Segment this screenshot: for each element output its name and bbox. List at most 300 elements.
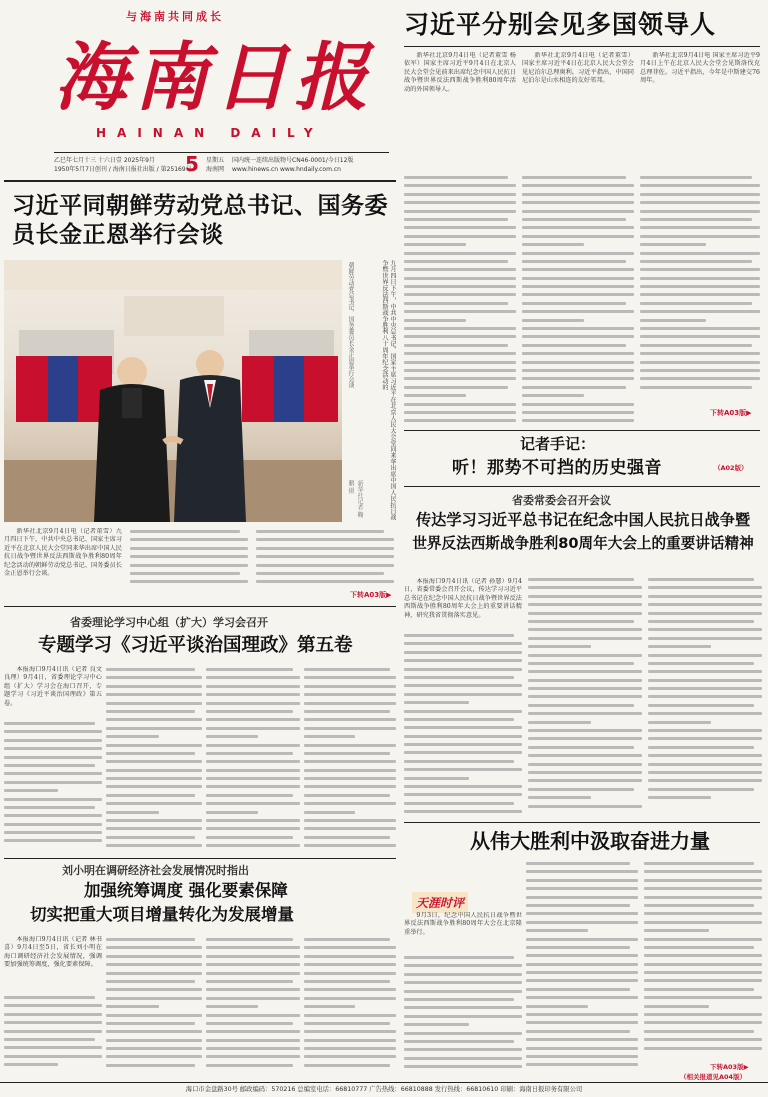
study-kicker: 省委理论学习中心组（扩大）学习会召开 (70, 616, 268, 629)
body-text-line (4, 747, 102, 750)
body-text-line (4, 739, 102, 742)
top-col-b-body (522, 176, 634, 428)
top-col-c (640, 52, 760, 172)
body-text-line (106, 777, 202, 780)
body-text-line (648, 612, 762, 615)
body-text-line (528, 704, 634, 707)
body-text-line (304, 727, 396, 730)
see-a03-editorial[interactable]: 下转A03版▶ (710, 1063, 749, 1071)
body-text-line (648, 654, 762, 657)
body-text-line (404, 252, 516, 255)
body-text-line (648, 737, 762, 740)
lead-col-a (4, 528, 122, 600)
body-text-line (206, 938, 293, 941)
body-text-line (206, 811, 258, 814)
body-text-line (528, 628, 642, 631)
body-text-line (106, 744, 202, 747)
body-text-line (644, 1047, 762, 1050)
body-text-line (528, 729, 642, 732)
edition-info (54, 152, 389, 178)
body-text-line (644, 963, 762, 966)
body-text-line (640, 193, 760, 196)
body-text-line (304, 819, 396, 822)
body-text-line (4, 798, 102, 801)
body-text-line (526, 1063, 638, 1066)
body-text-line (522, 184, 634, 187)
body-text-line (304, 955, 396, 958)
body-text-line (528, 654, 642, 657)
commentary-title: 听！那势不可挡的历史强音 (452, 458, 662, 478)
see-a03-top[interactable]: 下转A03版▶ (710, 409, 752, 417)
body-text-line (304, 1055, 396, 1058)
body-text-line (404, 1032, 522, 1035)
body-text-line (256, 564, 394, 567)
body-text-line (404, 651, 522, 654)
body-text-line (648, 586, 762, 589)
see-a03-lead[interactable]: 下转A03版▶ (350, 591, 392, 599)
study-rule (4, 606, 396, 607)
body-text-line (644, 979, 762, 982)
body-text-line (304, 785, 396, 788)
body-text-line (648, 595, 762, 598)
body-text-line (304, 980, 390, 983)
body-text-line (648, 679, 762, 682)
top-col-b-text: 新华社北京9月4日电（记者董雪）国家主席习近平4日在北京人民大会堂会见尼泊尔总理奥利。习近平指出，中国同尼泊尔是山水相连的友好邻邦。 (522, 52, 634, 85)
body-text-line (304, 997, 396, 1000)
body-text-line (640, 268, 760, 271)
body-text-line (404, 973, 522, 976)
body-text-line (304, 1022, 390, 1025)
body-text-line (648, 771, 762, 774)
body-text-line (644, 946, 754, 949)
body-text-line (522, 377, 634, 380)
body-text-line (304, 1039, 396, 1042)
body-text-line (130, 538, 248, 541)
body-text-line (106, 802, 202, 805)
liu-main-2: 切实把重大项目增量转化为发展增量 (30, 905, 294, 924)
body-text-line (130, 564, 248, 567)
body-text-line (644, 1005, 709, 1008)
commentary-ref: （A02版） (714, 464, 748, 472)
body-text-line (522, 285, 634, 288)
body-text-line (206, 668, 293, 671)
body-text-line (640, 310, 760, 313)
study-col-a-body (4, 722, 102, 856)
liu-rule (4, 858, 396, 859)
body-text-line (640, 361, 760, 364)
body-text-line (522, 369, 634, 372)
top-col-a (404, 52, 516, 172)
body-text-line (106, 1014, 202, 1017)
body-text-line (206, 1064, 293, 1067)
body-text-line (640, 226, 760, 229)
body-text-line (404, 751, 522, 754)
body-text-line (522, 302, 626, 305)
body-text-line (526, 896, 638, 899)
top-right-rule (404, 46, 760, 47)
editorial-col-a (404, 912, 522, 952)
body-text-line (528, 746, 634, 749)
body-text-line (106, 1039, 202, 1042)
body-text-line (4, 1055, 102, 1058)
study-col-c-body (206, 668, 300, 856)
body-text-line (522, 352, 634, 355)
top-col-c-body (640, 176, 760, 402)
headline-lead: 习近平同朝鲜劳动党总书记、国务委员长金正恩举行会谈 (12, 193, 388, 248)
body-text-line (648, 687, 762, 690)
body-text-line (4, 839, 102, 842)
body-text-line (404, 285, 516, 288)
body-text-line (528, 637, 642, 640)
body-text-line (404, 176, 508, 179)
body-text-line (106, 710, 195, 713)
body-text-line (304, 1014, 396, 1017)
body-text-line (4, 814, 102, 817)
body-text-line (404, 743, 522, 746)
body-text-line (106, 988, 202, 991)
body-text-line (206, 980, 293, 983)
committee-col-a-body (404, 634, 522, 820)
editorial-rule (404, 822, 760, 823)
body-text-line (526, 929, 588, 932)
body-text-line (640, 252, 760, 255)
body-text-line (640, 218, 752, 221)
body-text-line (404, 386, 508, 389)
body-text-line (404, 235, 516, 238)
body-text-line (106, 668, 195, 671)
body-text-line (106, 980, 195, 983)
body-text-line (206, 1005, 258, 1008)
body-text-line (404, 718, 514, 721)
body-text-line (304, 685, 396, 688)
body-text-line (106, 760, 202, 763)
top-col-a-text: 新华社北京9月4日电（记者董雪 杨依军）国家主席习近平9月4日在北京人民大会堂会见前来出席纪念中国人民抗日战争暨世界反法西斯战争胜利80周年活动的外国领导人。 (404, 52, 516, 93)
body-text-line (206, 1030, 300, 1033)
body-text-line (206, 752, 293, 755)
body-text-line (644, 988, 754, 991)
body-text-line (404, 1048, 522, 1051)
committee-col-b-body (528, 578, 642, 820)
body-text-line (648, 578, 754, 581)
body-text-line (404, 726, 522, 729)
body-text-line (404, 293, 516, 296)
commentary-label: 记者手记： (520, 435, 596, 453)
body-text-line (256, 572, 384, 575)
body-text-line (4, 772, 102, 775)
vertical-sub1: 九月四日下午，中共中央总书记、国家主席习近平在北京人民大会堂同来华出席中国人民抗日战争暨世界反法西斯战争胜利八十周年纪念活动的 (381, 260, 396, 521)
body-text-line (304, 1005, 355, 1008)
editorial-col-a-text: 9月3日，纪念中国人民抗日战争暨世界反法西斯战争胜利80周年大会在北京隆重举行。 (404, 912, 522, 936)
body-text-line (256, 555, 394, 558)
body-text-line (4, 781, 102, 784)
body-text-line (206, 727, 300, 730)
body-text-line (404, 1023, 469, 1026)
body-text-line (304, 718, 396, 721)
body-text-line (404, 964, 522, 967)
figure-right (174, 350, 246, 522)
body-text-line (4, 1013, 102, 1016)
body-text-line (528, 695, 642, 698)
body-text-line (528, 712, 642, 715)
body-text-line (304, 676, 396, 679)
body-text-line (304, 735, 355, 738)
lead-col-b-body (130, 530, 248, 590)
body-text-line (404, 998, 514, 1001)
body-text-line (404, 419, 516, 422)
body-text-line (644, 1030, 754, 1033)
body-text-line (522, 386, 626, 389)
body-text-line (106, 718, 202, 721)
body-text-line (304, 836, 390, 839)
study-col-b-body (106, 668, 202, 856)
body-text-line (130, 555, 248, 558)
body-text-line (404, 701, 469, 704)
body-text-line (526, 938, 638, 941)
committee-col-a (404, 578, 522, 630)
body-text-line (648, 662, 754, 665)
body-text-line (522, 344, 626, 347)
body-text-line (526, 1055, 638, 1058)
body-text-line (206, 735, 258, 738)
see-a04[interactable]: （相关报道见A04版） (680, 1073, 747, 1081)
body-text-line (304, 668, 390, 671)
body-text-line (648, 645, 711, 648)
body-text-line (206, 997, 300, 1000)
body-text-line (526, 971, 638, 974)
flag-right (242, 356, 338, 422)
body-text-line (526, 1021, 638, 1024)
body-text-line (106, 1055, 202, 1058)
body-text-line (648, 603, 762, 606)
body-text-line (644, 938, 762, 941)
body-text-line (404, 327, 516, 330)
body-text-line (648, 729, 762, 732)
body-text-line (526, 954, 638, 957)
body-text-line (404, 335, 516, 338)
body-text-line (404, 693, 522, 696)
body-text-line (404, 981, 522, 984)
body-text-line (304, 710, 390, 713)
body-text-line (522, 419, 634, 422)
body-text-line (304, 702, 396, 705)
body-text-line (206, 972, 300, 975)
liu-main-1: 加强统筹调度 强化要素保障 (84, 881, 288, 900)
body-text-line (4, 831, 102, 834)
body-text-line (304, 938, 390, 941)
body-text-line (404, 344, 508, 347)
body-text-line (256, 530, 384, 533)
body-text-line (522, 411, 634, 414)
body-text-line (644, 912, 762, 915)
masthead (54, 8, 389, 166)
body-text-line (206, 819, 300, 822)
body-text-line (648, 746, 754, 749)
liu-col-d-body (304, 938, 396, 1076)
body-text-line (206, 777, 300, 780)
body-text-line (404, 201, 516, 204)
body-text-line (528, 679, 642, 682)
body-text-line (528, 662, 634, 665)
body-text-line (206, 785, 300, 788)
body-text-line (640, 344, 752, 347)
body-text-line (528, 687, 642, 690)
body-text-line (404, 310, 516, 313)
pub-code: 国内统一连续出版物号CN46-0001/今日12版 (232, 157, 354, 164)
body-text-line (106, 827, 202, 830)
body-text-line (404, 810, 522, 813)
body-text-line (404, 218, 508, 221)
body-text-line (528, 586, 642, 589)
body-text-line (644, 896, 762, 899)
body-text-line (206, 676, 300, 679)
body-text-line (526, 862, 630, 865)
body-text-line (106, 946, 202, 949)
body-text-line (304, 1030, 396, 1033)
body-text-line (206, 1039, 300, 1042)
body-text-line (206, 760, 300, 763)
body-text-line (206, 1022, 293, 1025)
body-text-line (528, 779, 642, 782)
body-text-line (404, 668, 522, 671)
body-text-line (640, 327, 760, 330)
body-text-line (130, 547, 248, 550)
body-text-line (648, 721, 711, 724)
body-text-line (404, 352, 516, 355)
body-text-line (106, 735, 159, 738)
body-text-line (528, 788, 634, 791)
body-text-line (522, 260, 626, 263)
editorial-title: 从伟大胜利中汲取奋进力量 (470, 829, 710, 853)
body-text-line (206, 718, 300, 721)
body-text-line (404, 210, 516, 213)
body-text-line (206, 988, 300, 991)
body-text-line (206, 802, 300, 805)
body-text-line (522, 327, 634, 330)
body-text-line (206, 963, 300, 966)
body-text-line (106, 1022, 195, 1025)
masthead-pinyin: HAINAN DAILY (96, 126, 324, 140)
body-text-line (522, 319, 584, 322)
body-text-line (206, 685, 300, 688)
body-text-line (206, 827, 300, 830)
lead-col-a-text: 新华社北京9月4日电（记者董雪）九月四日下午，中共中央总书记、国家主席习近平在北京人民大会堂同来华出席中国人民抗日战争暨世界反法西斯战争胜利80周年纪念活动的朝鲜劳动党总书记、国务委员长金正恩举行会谈。 (4, 528, 122, 578)
weekday: 星期五 (206, 157, 225, 164)
study-col-a (4, 666, 102, 720)
body-text-line (526, 946, 630, 949)
body-text-line (526, 996, 638, 999)
liu-col-a-text: 本报海口9月4日讯（记者 林书喜）9月4日至5日，省长刘小明在海口调研经济社会发展情况，强调要加强统筹调度，强化要素保障。 (4, 936, 102, 969)
body-text-line (528, 737, 642, 740)
body-text-line (404, 1006, 522, 1009)
body-text-line (304, 802, 396, 805)
body-text-line (206, 794, 293, 797)
body-text-line (648, 628, 762, 631)
liu-col-a (4, 936, 102, 992)
top-col-c-text: 新华社北京9月4日电 国家主席习近平9月4日上午在北京人民大会堂会见斯洛伐克总理菲佐。习近平指出，今年是中斯建交76周年。 (640, 52, 760, 85)
body-text-line (304, 1064, 390, 1067)
body-text-line (526, 887, 638, 890)
flag-left (16, 356, 112, 422)
masthead-slogan: 与海南共同成长 (126, 10, 224, 23)
body-text-line (256, 538, 394, 541)
site-url[interactable]: www.hinews.cn www.hndaily.com.cn (232, 166, 341, 173)
body-text-line (4, 1063, 58, 1066)
body-text-line (404, 411, 516, 414)
body-text-line (106, 819, 202, 822)
body-text-line (644, 971, 762, 974)
body-text-line (526, 988, 630, 991)
body-text-line (528, 721, 591, 724)
body-text-line (644, 929, 709, 932)
body-text-line (404, 1040, 514, 1043)
body-text-line (106, 1030, 202, 1033)
body-text-line (404, 403, 516, 406)
body-text-line (304, 946, 396, 949)
masthead-title: 海南日报 (54, 35, 374, 121)
body-text-line (522, 394, 584, 397)
body-text-line (404, 260, 508, 263)
body-text-line (522, 310, 634, 313)
body-text-line (4, 730, 102, 733)
body-text-line (522, 268, 634, 271)
body-text-line (522, 210, 634, 213)
body-text-line (640, 377, 760, 380)
body-text-line (4, 996, 95, 999)
body-text-line (206, 946, 300, 949)
body-text-line (526, 1005, 588, 1008)
committee-rule (404, 486, 760, 487)
body-text-line (640, 369, 760, 372)
body-text-line (106, 752, 195, 755)
edition-line2: 1950年5月7日创刊 / 海南日报社出版 / 第25169号 (54, 166, 192, 173)
body-text-line (130, 580, 248, 583)
body-text-line (206, 955, 300, 958)
body-text-line (522, 361, 634, 364)
body-text-line (644, 1013, 762, 1016)
body-text-line (404, 193, 516, 196)
body-text-line (526, 1038, 638, 1041)
editorial-tag: 天涯时评 (412, 892, 468, 913)
body-text-line (404, 956, 514, 959)
body-text-line (640, 352, 760, 355)
body-text-line (206, 710, 293, 713)
body-text-line (130, 572, 240, 575)
body-text-line (4, 1030, 102, 1033)
committee-col-a-text: 本报海口9月4日讯（记者 孙慧）9月4日，省委常委会召开会议，传达学习习近平总书记在纪念中国人民抗日战争暨世界反法西斯战争胜利80周年大会上的重要讲话精神，研究我省贯彻落实意见。 (404, 578, 522, 619)
body-text-line (304, 693, 396, 696)
body-text-line (4, 722, 95, 725)
body-text-line (644, 954, 762, 957)
body-text-line (304, 827, 396, 830)
body-text-line (522, 293, 634, 296)
body-text-line (404, 642, 522, 645)
body-text-line (106, 955, 202, 958)
liu-col-a-body (4, 996, 102, 1076)
body-text-line (526, 904, 630, 907)
body-text-line (404, 377, 516, 380)
body-text-line (106, 844, 202, 847)
body-text-line (522, 176, 626, 179)
body-text-line (644, 1038, 762, 1041)
body-text-line (640, 293, 760, 296)
body-text-line (644, 1021, 762, 1024)
body-text-line (640, 319, 706, 322)
body-text-line (404, 369, 516, 372)
masthead-divider (54, 152, 389, 153)
study-col-d-body (304, 668, 396, 856)
study-main: 专题学习《习近平谈治国理政》第五卷 (38, 635, 353, 656)
body-text-line (404, 785, 522, 788)
